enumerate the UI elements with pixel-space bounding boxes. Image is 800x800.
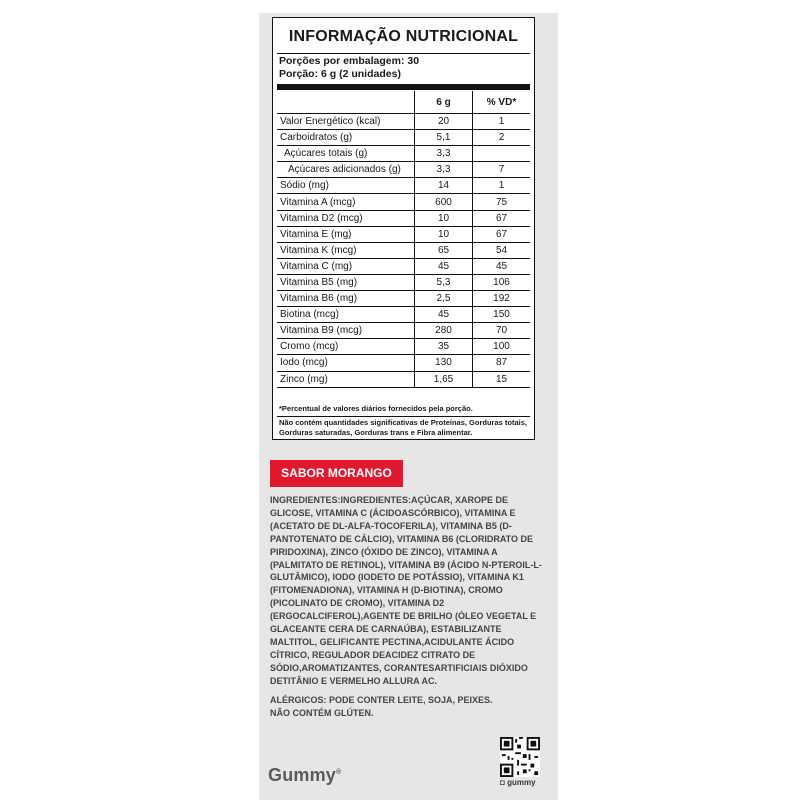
header-amount: 6 g <box>415 91 473 114</box>
table-header-row <box>277 91 530 114</box>
nutrient-amount: 5,3 <box>415 274 473 290</box>
footnote-insignificant: Não contém quantidades significativas de Proteínas, Gorduras totais, Gorduras saturadas, Gorduras trans e Fibra alimentar. <box>279 418 527 437</box>
nutrient-name: Vitamina E (mg) <box>277 226 415 242</box>
nutrient-dv: 106 <box>473 274 531 290</box>
nutrient-amount: 65 <box>415 242 473 258</box>
nutrient-name: Biotina (mcg) <box>277 307 415 323</box>
nutrient-amount: 600 <box>415 194 473 210</box>
nutrient-amount: 35 <box>415 339 473 355</box>
serving-size: Porção: 6 g (2 unidades) <box>279 68 401 80</box>
divider <box>277 416 530 417</box>
nutrient-name: Vitamina B9 (mcg) <box>277 323 415 339</box>
nutrient-name: Açúcares adicionados (g) <box>277 162 415 178</box>
table-row <box>277 355 530 371</box>
nutrient-name: Zinco (mg) <box>277 371 415 387</box>
header-dv: % VD* <box>473 91 531 114</box>
nutrient-name: Açúcares totais (g) <box>277 146 415 162</box>
table-row <box>277 178 530 194</box>
nutrient-dv: 67 <box>473 210 531 226</box>
thick-divider <box>277 84 530 90</box>
table-row <box>277 146 530 162</box>
qr-label <box>500 778 536 787</box>
nutrient-name: Valor Energético (kcal) <box>277 114 415 130</box>
nutrient-name: Iodo (mcg) <box>277 355 415 371</box>
nutrient-dv: 45 <box>473 258 531 274</box>
nutrient-dv <box>473 146 531 162</box>
table-row <box>277 371 530 387</box>
nutrient-dv: 100 <box>473 339 531 355</box>
nutrient-amount: 3,3 <box>415 146 473 162</box>
nutrient-amount: 1,65 <box>415 371 473 387</box>
table-row <box>277 258 530 274</box>
nutrient-amount: 280 <box>415 323 473 339</box>
table-row <box>277 226 530 242</box>
table-row <box>277 194 530 210</box>
nutrition-facts-table <box>272 17 535 440</box>
table-row <box>277 339 530 355</box>
nutrient-name: Vitamina C (mg) <box>277 258 415 274</box>
nutrient-amount: 130 <box>415 355 473 371</box>
header-blank <box>277 91 415 114</box>
nutrient-dv: 1 <box>473 114 531 130</box>
nutrient-amount: 10 <box>415 210 473 226</box>
qr-code-icon[interactable] <box>500 737 540 777</box>
table-row <box>277 291 530 307</box>
allergens-block <box>270 694 542 720</box>
nutrient-dv: 15 <box>473 371 531 387</box>
nutrient-dv: 75 <box>473 194 531 210</box>
nutrient-amount: 2,5 <box>415 291 473 307</box>
gluten-line: NÃO CONTÉM GLÚTEN. <box>270 707 374 718</box>
nutrient-name: Carboidratos (g) <box>277 130 415 146</box>
nutrient-dv: 150 <box>473 307 531 323</box>
brand-logo: Gummy® <box>268 765 342 785</box>
nutrient-dv: 7 <box>473 162 531 178</box>
serving-info <box>279 55 419 81</box>
table-row <box>277 210 530 226</box>
ingredients-text: INGREDIENTES:INGREDIENTES:AÇÚCAR, XAROPE DE GLICOSE, VITAMINA C (ÁCIDOASCÓRBICO), VITAMINA E (ACETATO DE DL-ALFA-TOCOFERILA), VITAMINA B5 (D-PANTOTENATO DE CÁLCIO), VITAMINA B6 (CLORIDRATO DE PIRIDOXINA), ZINCO (ÓXIDO DE ZINCO), VITAMINA A (PALMITATO DE RETINOL), VITAMINA B9 (ÁCIDO N-PTEROIL-L-GLUTÂMICO), IODO (IODETO DE POTÁSSIO), VITAMINA K1 (FITOMENADIONA), VITAMINA H (D-BIOTINA), CROMO (PICOLINATO DE CROMO), VITAMINA D2 (ERGOCALCIFEROL),AGENTE DE BRILHO (ÓLEO VEGETAL E GLACEANTE CERA DE CARNAÚBA), ESTABILIZANTE MALTITOL, GELIFICANTE PECTINA,ACIDULANTE ÁCIDO CÍTRICO, REGULADOR DEACIDEZ CITRATO DE SÓDIO,AROMATIZANTES, CORANTESARTIFICIAIS DIÓXIDO DETITÂNIO E VERMELHO ALLURA AC. <box>270 495 542 686</box>
nutrient-amount: 45 <box>415 258 473 274</box>
nutrient-amount: 45 <box>415 307 473 323</box>
nutrient-name: Vitamina B6 (mg) <box>277 291 415 307</box>
divider <box>277 53 530 54</box>
servings-per-pack: Porções por embalagem: 30 <box>279 55 420 67</box>
nutrition-title: INFORMAÇÃO NUTRICIONAL <box>288 28 519 45</box>
allergens-line: ALÉRGICOS: PODE CONTER LEITE, SOJA, PEIXES. <box>270 695 493 705</box>
nutrient-dv: 70 <box>473 323 531 339</box>
nutrient-name: Cromo (mcg) <box>277 339 415 355</box>
qr-label-text: gummy <box>507 778 536 787</box>
table-row <box>277 130 530 146</box>
nutrient-amount: 10 <box>415 226 473 242</box>
nutrient-dv: 2 <box>473 130 531 146</box>
brand-name: Gummy <box>268 765 337 785</box>
nutrient-name: Vitamina K (mcg) <box>277 242 415 258</box>
table-row <box>277 114 530 130</box>
table-row <box>277 162 530 178</box>
nutrient-amount: 3,3 <box>415 162 473 178</box>
table-row <box>277 307 530 323</box>
nutrient-name: Vitamina A (mcg) <box>277 194 415 210</box>
nutrient-dv: 54 <box>473 242 531 258</box>
flavor-badge: SABOR MORANGO <box>270 460 403 487</box>
nutrient-dv: 192 <box>473 291 531 307</box>
nutrient-grid <box>277 91 530 388</box>
nutrient-dv: 67 <box>473 226 531 242</box>
nutrient-name: Vitamina D2 (mcg) <box>277 210 415 226</box>
nutrient-name: Vitamina B5 (mg) <box>277 274 415 290</box>
nutrient-amount: 20 <box>415 114 473 130</box>
nutrient-dv: 1 <box>473 178 531 194</box>
nutrient-amount: 14 <box>415 178 473 194</box>
footnote-dv: *Percentual de valores diários fornecidos pela porção. <box>279 404 473 413</box>
table-row <box>277 274 530 290</box>
table-row <box>277 323 530 339</box>
table-row <box>277 242 530 258</box>
nutrient-amount: 5,1 <box>415 130 473 146</box>
nutrient-name: Sódio (mg) <box>277 178 415 194</box>
nutrient-dv: 87 <box>473 355 531 371</box>
instagram-icon: ◘ <box>500 778 505 787</box>
